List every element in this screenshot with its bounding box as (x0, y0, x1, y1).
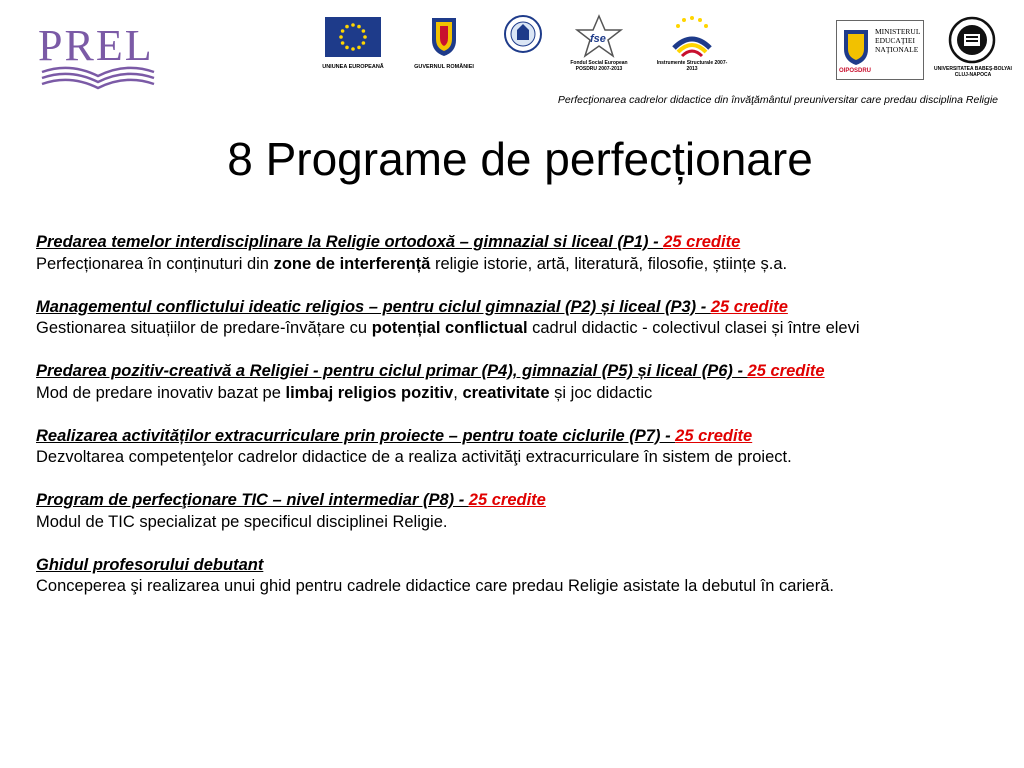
program-heading: Realizarea activităților extracurriculare prin proiecte – pentru toate ciclurile (P7) - (36, 426, 676, 445)
program-desc-emphasis: potențial conflictual (371, 319, 528, 337)
gov-caption: GUVERNUL ROMÂNIEI (414, 64, 474, 70)
program-item (36, 426, 1006, 469)
ubb-caption: UNIVERSITATEA BABEŞ-BOLYAI CLUJ-NAPOCA (934, 66, 1012, 78)
project-subtitle: Perfecţionarea cadrelor didactice din învăţământul preuniversitar care predau disciplina Religie (557, 94, 998, 106)
program-item (36, 232, 1006, 275)
fse-letters: fse (590, 33, 606, 45)
program-desc: Mod de predare inovativ bazat pe (36, 383, 286, 402)
program-heading: Ghidul profesorului debutant (36, 555, 264, 574)
mai-emblem-icon (503, 14, 543, 58)
romania-coat-of-arms-icon (428, 14, 460, 58)
prel-logo (34, 14, 162, 96)
program-credits: 25 credite (710, 297, 788, 316)
eu-flag-icon (325, 17, 381, 57)
program-item (36, 490, 1006, 533)
program-desc-rest: religie istorie, artă, literatură, filosofie, științe ș.a. (430, 254, 788, 273)
oiposdru-label: OIPOSDRU (839, 68, 872, 74)
program-desc: Perfecționarea în conținuturi din (36, 254, 274, 273)
fse-caption: Fondul Social European POSDRU 2007-2013 (570, 60, 628, 72)
ubb-seal-icon (948, 16, 996, 64)
program-credits: 25 credite (663, 233, 741, 251)
program-desc: Conceperea şi realizarea unui ghid pentru cadrele didactice care predau Religie asistate la debutul în carieră. (36, 577, 834, 595)
program-desc-emphasis-2: creativitate (462, 383, 550, 402)
program-list (36, 232, 1006, 619)
prel-brand-text: PREL (38, 21, 154, 70)
program-desc-sep: , (453, 383, 463, 402)
ministry-name: MINISTERUL EDUCAŢIEI NAŢIONALE (875, 27, 921, 54)
program-heading: Managementul conflictului ideatic religios – pentru ciclul gimnazial (P2) și liceal (P3) - (36, 297, 711, 316)
program-desc-emphasis: limbaj religios pozitiv (285, 383, 454, 402)
program-heading: Program de perfecţionare TIC – nivel intermediar (P8) - (36, 491, 469, 509)
program-desc: Modul de TIC specializat pe specificul disciplinei Religie. (36, 512, 448, 531)
program-item (36, 361, 1006, 404)
program-credits: 25 credite (747, 362, 825, 380)
eu-caption: UNIUNEA EUROPEANĂ (322, 64, 384, 70)
program-desc: Gestionarea situațiilor de predare-învățare cu (36, 319, 372, 337)
instrumente-structurale-icon (664, 14, 720, 58)
program-desc-emphasis: zone de interferență (273, 254, 431, 273)
program-item (36, 555, 1006, 598)
program-credits: 25 credite (675, 426, 753, 445)
program-heading: Predarea pozitiv-creativă a Religiei - pentru ciclul primar (P4), gimnazial (P5) și liceal (P6) - (36, 362, 748, 380)
is-caption: Instrumente Structurale 2007-2013 (656, 60, 728, 72)
program-desc-rest: cadrul didactic - colectivul clasei și între elevi (527, 319, 860, 337)
program-heading: Predarea temelor interdisciplinare la Religie ortodoxă – gimnazial si liceal (P1) - (36, 233, 664, 251)
program-credits: 25 credite (468, 491, 546, 509)
fse-star-icon (575, 14, 623, 58)
prel-book-icon (34, 14, 162, 96)
page-title: 8 Programe de perfecționare (227, 133, 813, 185)
minister-education-icon (836, 20, 924, 80)
program-item (36, 297, 1006, 340)
program-desc-rest: și joc didactic (549, 383, 653, 402)
program-desc: Dezvoltarea competenţelor cadrelor didactice de a realiza activităţi extracurriculare în sistem de proiect. (36, 448, 792, 466)
